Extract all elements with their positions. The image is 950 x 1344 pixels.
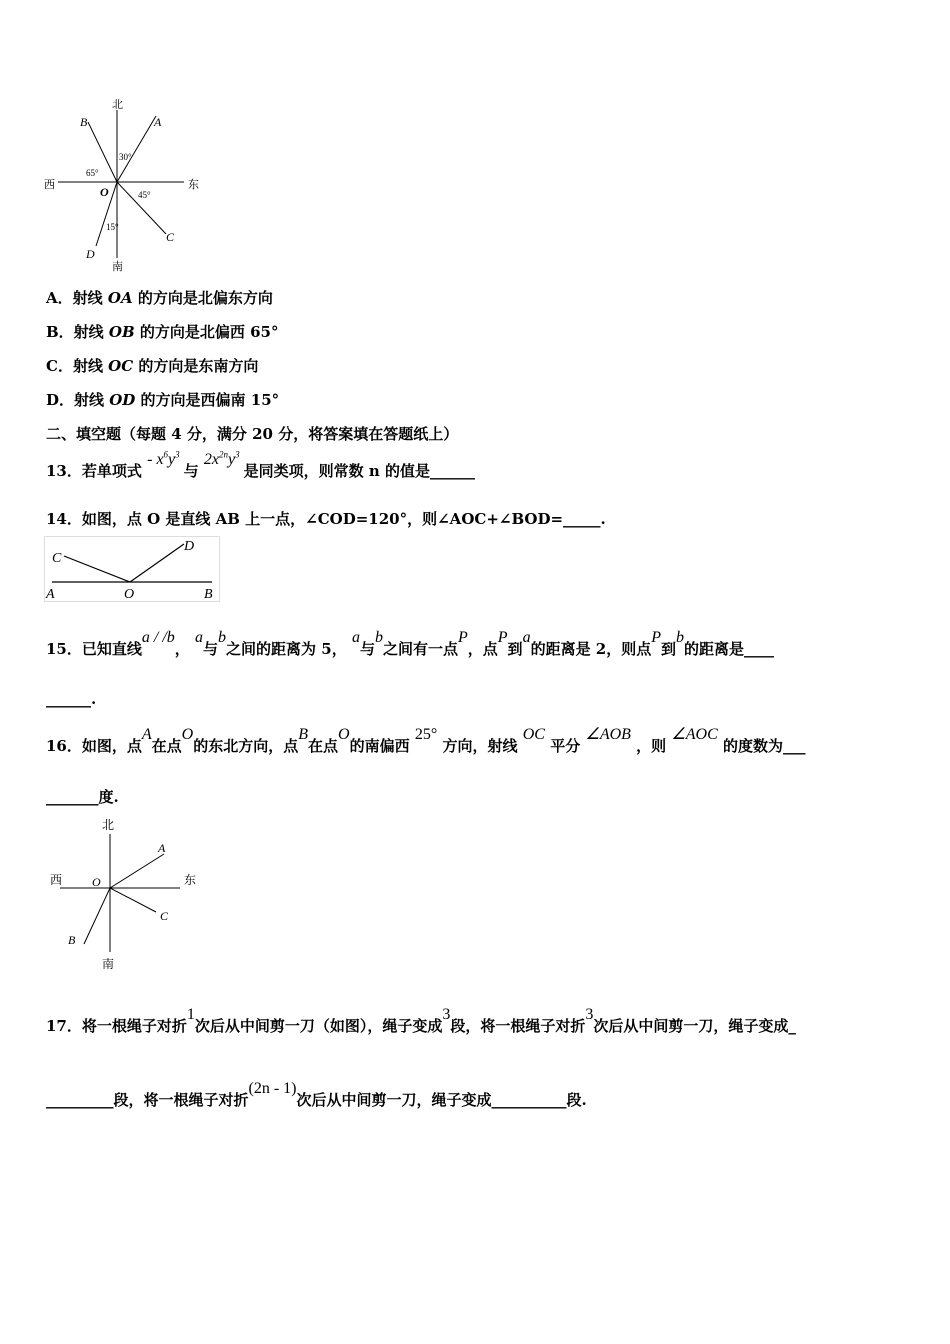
line-figure-q14 [44,536,220,602]
label-b: B [80,115,88,129]
label-north: 北 [112,98,123,111]
option-d: D．射线 OD 的方向是西偏南 15° [46,391,280,409]
option-c: C．射线 OC 的方向是东南方向 [46,357,259,375]
ray-od-q14 [130,544,184,582]
question-14: 14．如图，点 O 是直线 AB 上一点，∠COD=120°，则∠AOC+∠BOD=_____. [46,510,606,528]
monomial-2: $2x^{2n}y^3$ [203,449,240,468]
label-south: 南 [112,260,123,273]
label-a-q14: A [46,587,55,602]
ray-oa [117,116,156,182]
ray-oc-q14 [64,556,130,582]
question-13: 13．若单项式 - $x^6y^3$ 与 $2x^{2n}y^3$ 是同类项，则常数 n 的值是______ [46,449,475,480]
label-east: 东 [188,178,199,191]
ray-oa-q16 [110,854,164,888]
question-16: 16．如图，点A在点O的东北方向，点B在点O的南偏西 25° 方向，射线 OC 平分 ∠AOB ，则 ∠AOC 的度数为___ [46,726,806,755]
label-o-q16: O [92,875,101,889]
label-b-q14: B [204,587,213,602]
label-a-q16: A [158,841,166,855]
label-a: A [154,115,162,129]
monomial-1: - $x^6y^3$ [147,449,180,468]
north-q16: 北 [102,818,115,832]
section-heading: 二、填空题（每题 4 分，满分 20 分，将答案填在答题纸上） [46,425,459,443]
label-o-q14: O [124,587,135,602]
question-15: 15．已知直线a / /b， a与b之间的距离为 5， a与b之间有一点P，点P到a的距离是 2，则点P到b的距离是____ [46,629,775,658]
question-16-line2: _______度. [46,788,119,806]
compass-figure-q16 [44,812,214,972]
angle-45: 45° [138,190,151,200]
ray-oc-q16 [110,888,156,912]
label-c-q16: C [160,909,169,923]
label-west: 西 [44,178,55,191]
label-d-q14: D [184,539,195,554]
compass-figure-q12 [40,96,210,274]
south-q16: 南 [102,957,115,971]
question-17-line2: _________段，将一根绳子对折(2n - 1)次后从中间剪一刀，绳子变成__________段. [46,1080,587,1109]
label-c: C [166,230,175,244]
option-b: B．射线 OB 的方向是北偏西 65° [46,323,279,341]
angle-65: 65° [86,168,99,178]
label-c-q14: C [52,551,62,566]
east-q16: 东 [184,873,197,887]
angle-15: 15° [106,222,119,232]
label-b-q16: B [68,933,76,947]
question-15-line2: ______. [46,690,97,708]
ray-ob-q16 [84,888,110,944]
label-d: D [86,247,95,261]
west-q16: 西 [50,873,63,887]
question-17: 17．将一根绳子对折1次后从中间剪一刀（如图），绳子变成3段，将一根绳子对折3次后从中间剪一刀，绳子变成_ [46,1006,796,1035]
label-o: O [100,185,109,199]
angle-30: 30° [119,152,132,162]
option-a: A．射线 OA 的方向是北偏东方向 [46,289,273,307]
